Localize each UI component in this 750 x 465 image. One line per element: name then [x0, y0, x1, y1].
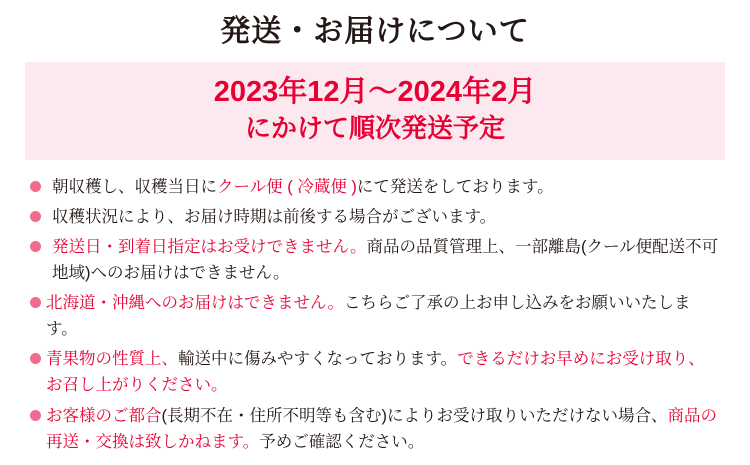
bullet-icon: [30, 211, 41, 222]
note-item: [30, 234, 720, 286]
note-text-segment: こちらご了承の上お申し込みをお願いいたします。: [46, 294, 691, 339]
note-text-segment: にて発送をしております。: [356, 178, 554, 197]
shipping-period-banner: [25, 62, 725, 160]
note-text-segment: 予めご確認ください。: [259, 432, 425, 451]
bullet-icon: [30, 297, 41, 308]
note-text-segment: お客様のご都合: [46, 406, 162, 425]
note-text-segment: (長期不在・住所不明等も含む)によりお受け取りいただけない場合、: [161, 406, 668, 425]
bullet-icon: [30, 181, 41, 192]
note-item: [30, 403, 720, 455]
note-text-segment: できるだけお早めにお受け取り、お召し上がりください。: [46, 350, 705, 395]
notes-list: [30, 174, 720, 455]
shipping-period-line2: にかけて順次発送予定: [244, 113, 505, 144]
page-title: 発送・お届けについて: [220, 15, 530, 48]
note-text-segment: 商品の再送・交換は致しかねます。: [46, 406, 717, 451]
bullet-icon: [30, 353, 41, 364]
note-text-segment: 北海道・沖縄へのお届けはできません。: [46, 294, 344, 313]
note-text-segment: 商品の品質管理上、一部離島(クール便配送不可地域)へのお届けはできません。: [52, 238, 719, 283]
shipping-period-line1: 2023年12月〜2024年2月: [213, 76, 537, 108]
bullet-icon: [30, 410, 41, 421]
note-text-segment: 収穫状況により、お届け時期は前後する場合がございます。: [52, 208, 497, 227]
note-item: [30, 174, 720, 200]
note-text-segment: 発送日・到着日指定はお受けできません。: [52, 238, 367, 257]
note-item: [30, 290, 720, 342]
note-item: [30, 346, 720, 398]
note-text-segment: 朝収穫し、収穫当日に: [52, 178, 217, 197]
bullet-icon: [30, 241, 41, 252]
note-text-segment: クール便 ( 冷蔵便 ): [217, 178, 357, 197]
note-text-segment: 青果物の性質上、: [46, 350, 178, 369]
note-item: [30, 204, 720, 230]
note-text-segment: 輸送中に傷みやすくなっております。: [178, 350, 458, 369]
